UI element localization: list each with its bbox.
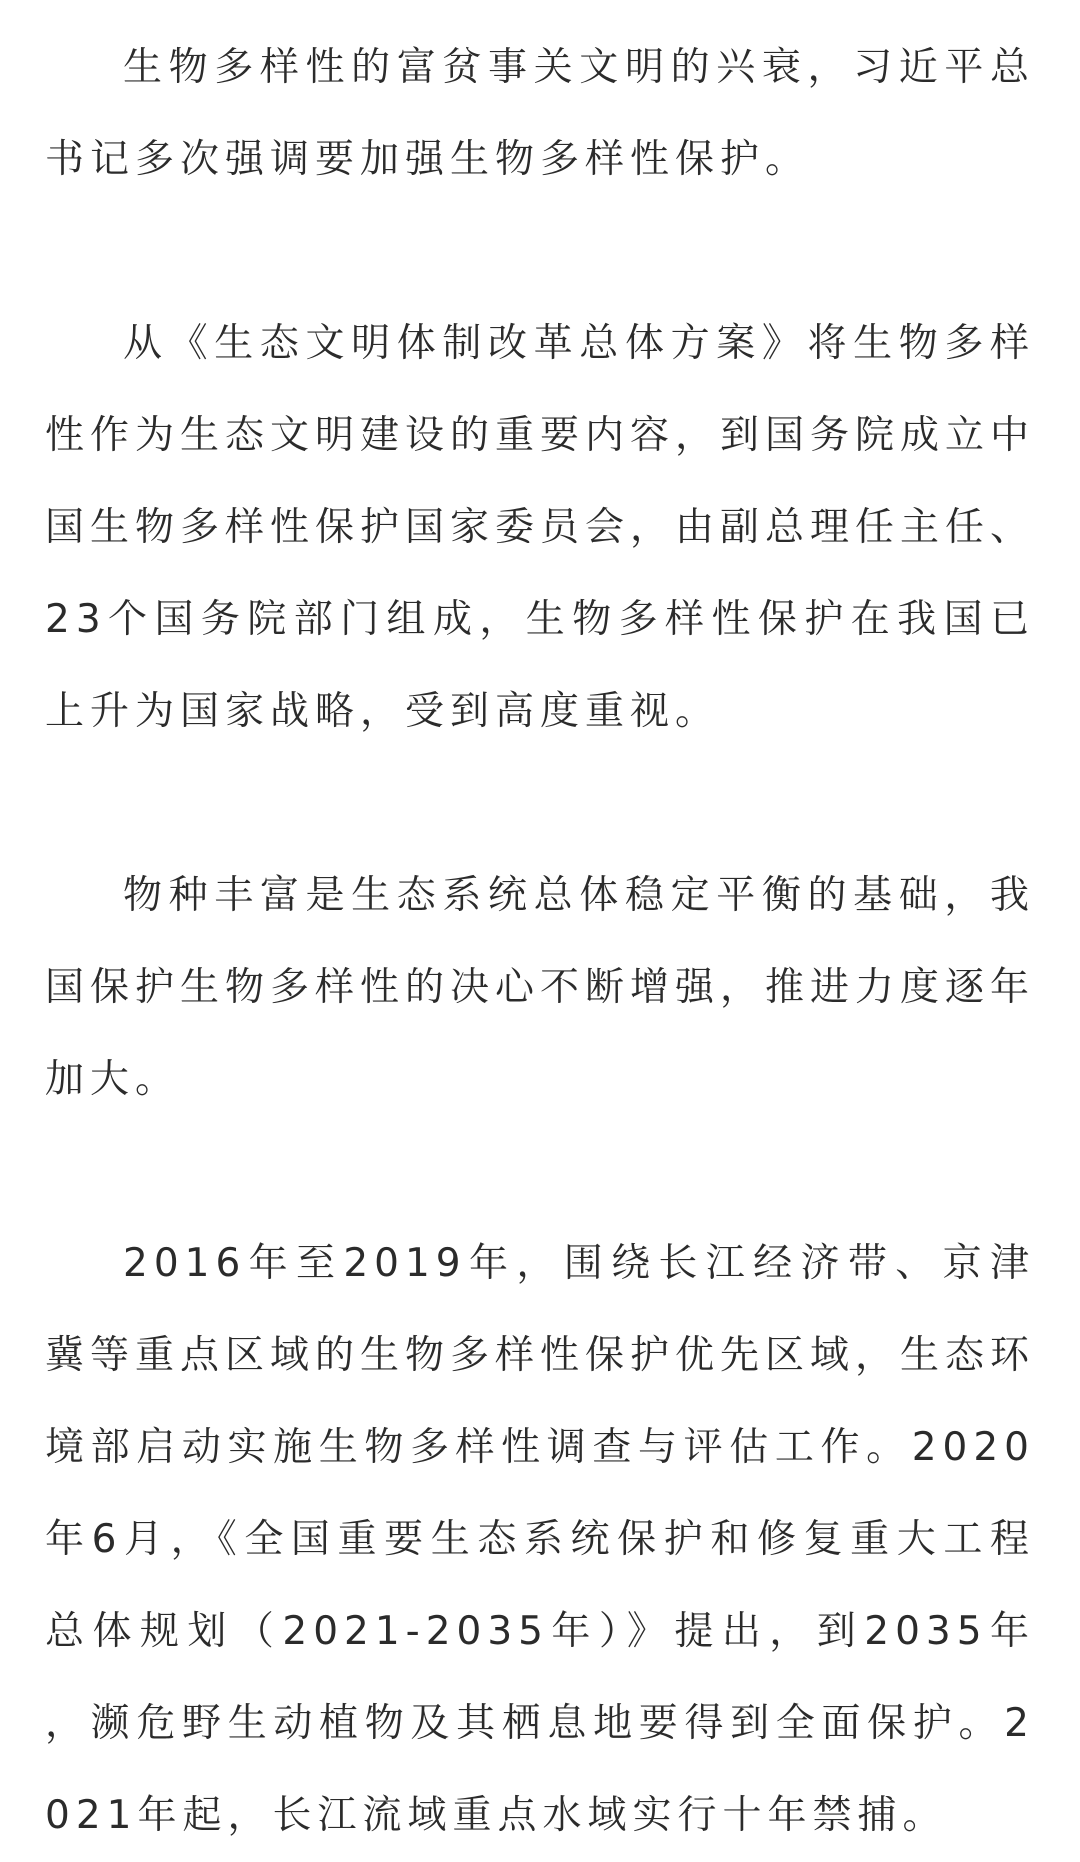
paragraph-protection-timeline: 2016年至2019年，围绕长江经济带、京津冀等重点区域的生物多样性保护优先区域，生态环境部启动实施生物多样性调查与评估工作。2020年6月，《全国重要生态系统保护和修复重大工程总体规划（2021-2035年）》提出，到2035年，濒危野生动植物及其栖息地要得到全面保护。2021年起，长江流域重点水域实行十年禁捕。 xyxy=(45,1241,1036,1838)
article-body xyxy=(45,22,1035,1862)
paragraph-biodiversity-intro: 生物多样性的富贫事关文明的兴衰，习近平总书记多次强调要加强生物多样性保护。 xyxy=(45,45,1035,182)
paragraph-species-richness: 物种丰富是生态系统总体稳定平衡的基础，我国保护生物多样性的决心不断增强，推进力度逐年加大。 xyxy=(45,873,1036,1102)
paragraph-national-strategy: 从《生态文明体制改革总体方案》将生物多样性作为生态文明建设的重要内容，到国务院成立中国生物多样性保护国家委员会，由副总理任主任、23个国务院部门组成，生物多样性保护在我国已上升为国家战略，受到高度重视。 xyxy=(45,321,1036,734)
